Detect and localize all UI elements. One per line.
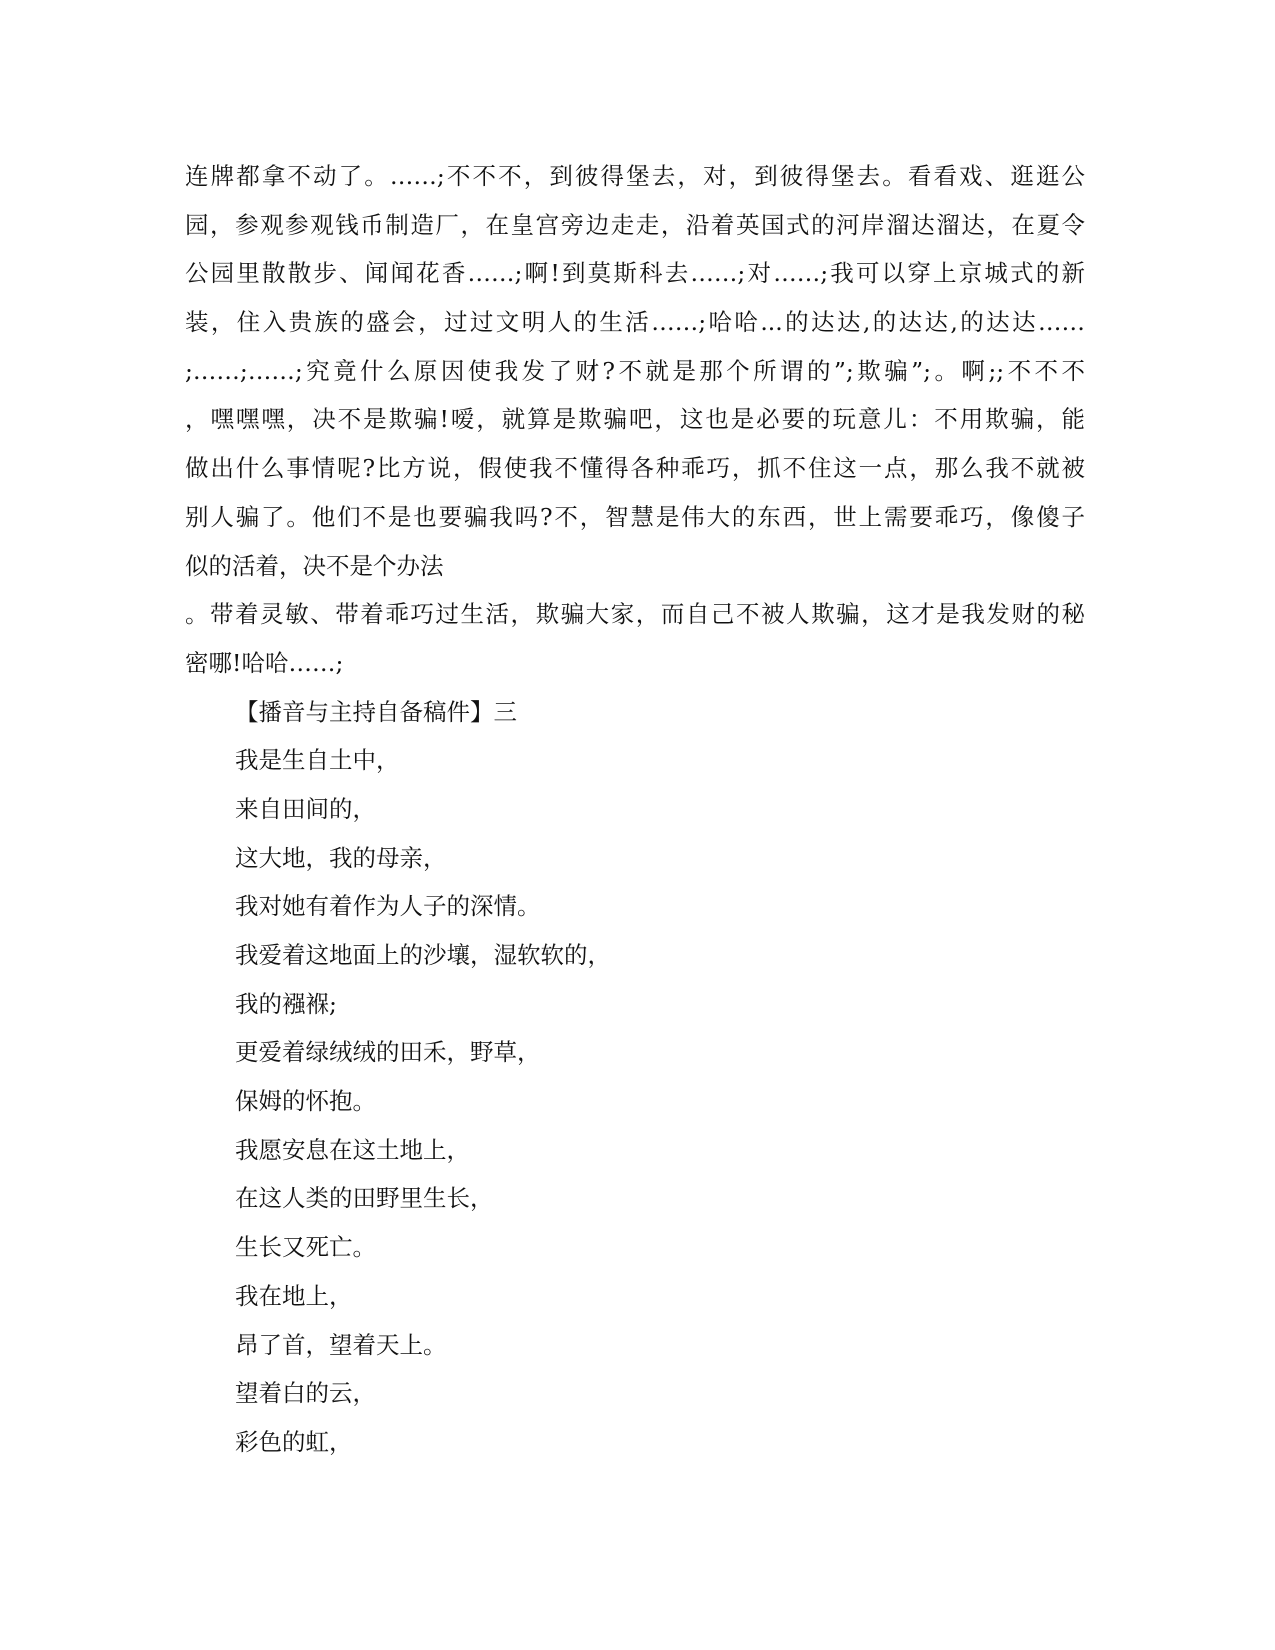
poem-line: 保姆的怀抱。 <box>235 1087 376 1116</box>
poem-line: 这大地，我的母亲， <box>235 843 447 872</box>
poem-line: 我的襁褓; <box>235 989 337 1018</box>
poem-line: 我在地上， <box>235 1281 353 1310</box>
paragraph-line: 装，住入贵族的盛会，过过文明人的生活……;哈哈...的达达,的达达,的达达…… <box>185 308 1085 337</box>
monologue-paragraph <box>185 152 1085 688</box>
document-body <box>185 152 1085 1467</box>
section-heading: 【播音与主持自备稿件】三 <box>235 697 517 726</box>
paragraph-line: 连牌都拿不动了。……;不不不，到彼得堡去，对，到彼得堡去。看看戏、逛逛公 <box>185 162 1085 190</box>
poem-line: 更爱着绿绒绒的田禾，野草， <box>235 1038 541 1067</box>
paragraph-line: 。带着灵敏、带着乖巧过生活，欺骗大家，而自己不被人欺骗，这才是我发财的秘 <box>185 600 1085 629</box>
poem-line: 望着白的云， <box>235 1379 376 1408</box>
poem-line: 彩色的虹， <box>235 1427 353 1456</box>
paragraph-line: 密哪!哈哈……; <box>185 648 344 677</box>
poem-line: 我愿安息在这土地上， <box>235 1135 470 1164</box>
paragraph-line: 别人骗了。他们不是也要骗我吗?不，智慧是伟大的东西，世上需要乖巧，像傻子 <box>185 502 1085 531</box>
poem-line: 昂了首，望着天上。 <box>235 1330 447 1359</box>
paragraph-line: 园，参观参观钱币制造厂，在皇宫旁边走走，沿着英国式的河岸溜达溜达，在夏令 <box>185 210 1085 239</box>
paragraph-line: ，嘿嘿嘿，决不是欺骗!嗳，就算是欺骗吧，这也是必要的玩意儿：不用欺骗，能 <box>185 405 1085 434</box>
poem-line: 生长又死亡。 <box>235 1233 376 1262</box>
poem <box>185 736 1085 1466</box>
poem-line: 在这人类的田野里生长， <box>235 1184 494 1213</box>
poem-line: 我对她有着作为人子的深情。 <box>235 892 541 921</box>
paragraph-line: ;……;……;究竟什么原因使我发了财?不就是那个所谓的”;欺骗”;。啊;;不不不 <box>185 356 1085 385</box>
paragraph-line: 似的活着，决不是个办法 <box>185 551 444 580</box>
poem-line: 我爱着这地面上的沙壤，湿软软的， <box>235 941 611 969</box>
poem-line: 我是生自土中， <box>235 746 400 775</box>
poem-line: 来自田间的， <box>235 794 376 823</box>
paragraph-line: 公园里散散步、闻闻花香……;啊!到莫斯科去……;对……;我可以穿上京城式的新 <box>185 259 1085 288</box>
paragraph-line: 做出什么事情呢?比方说，假使我不懂得各种乖巧，抓不住这一点，那么我不就被 <box>185 454 1085 483</box>
